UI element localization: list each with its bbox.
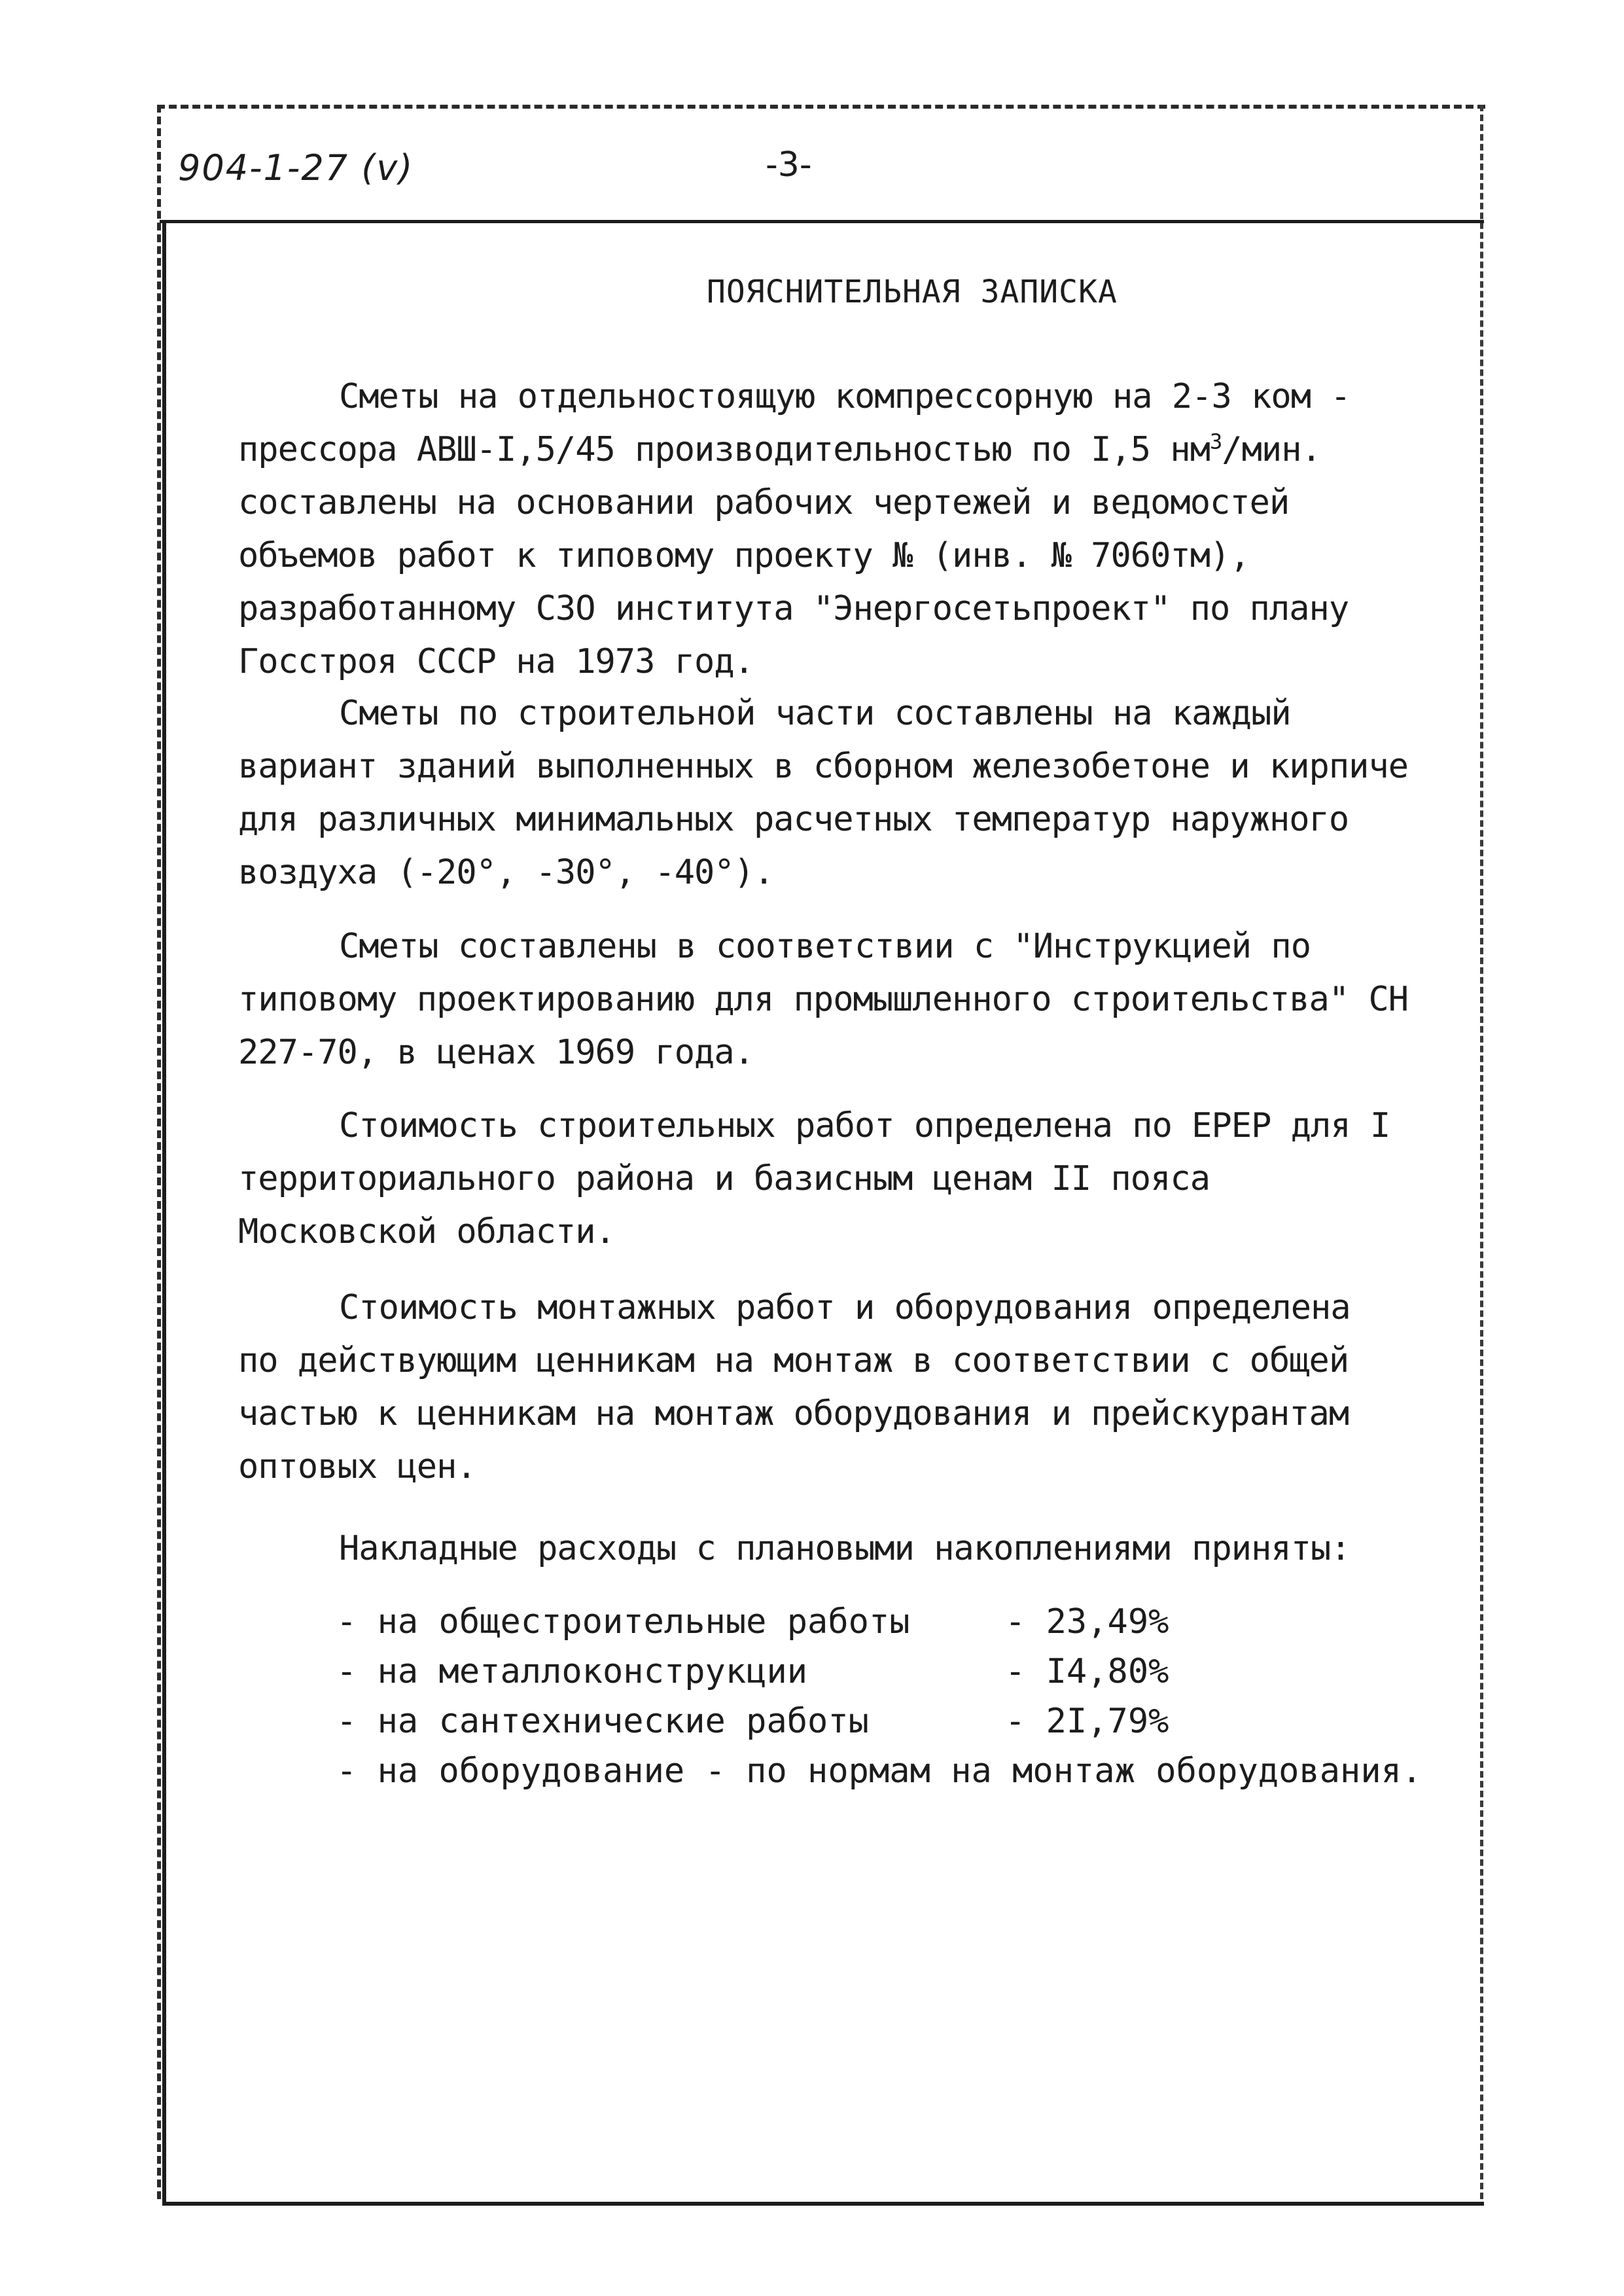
paragraph-text: Стоимость строительных работ определена по ЕРЕР для I территориального района и базисным ценам II пояса Московской области.: [238, 1106, 1390, 1251]
paragraph-text: /мин. составлены на основании рабочих чертежей и ведомостей объемов работ к типовому проекту № (инв. № 7060тм), разработанному СЗО института "Энергосетьпроект" по плану Госстроя СССР на 1973 год.: [238, 430, 1349, 681]
document-code: 904-1-27 (v): [178, 147, 414, 188]
frame-bottom-border: [162, 2202, 1484, 2206]
page-title: ПОЯСНИТЕЛЬНАЯ ЗАПИСКА: [707, 274, 1118, 310]
overhead-value: - 2I,79%: [1005, 1702, 1169, 1741]
frame-left-inner-border: [162, 223, 166, 2206]
paragraph-text: Стоимость монтажных работ и оборудования определена по действующим ценникам на монтаж в соответствии с общей частью к ценникам на монтаж оборудования и прейскурантам оптовых цен.: [238, 1288, 1350, 1486]
frame-top-border: [157, 105, 1485, 109]
overhead-label: - на сантехнические работы: [336, 1702, 869, 1741]
paragraph-construction-cost: [238, 1100, 1409, 1259]
paragraph-text: Сметы составлены в соответствии с "Инструкцией по типовому проектированию для промышленного строительства" СН 227-70, в ценах 1969 года.: [238, 927, 1409, 1072]
paragraph-text: Сметы по строительной части составлены на каждый вариант зданий выполненных в сборном железобетоне и кирпиче для различных минимальных расчетных температур наружного воздуха (-20°, -30°, -40°).: [238, 694, 1409, 892]
paragraph-overheads-intro: Накладные расходы с плановыми накоплениями приняты:: [339, 1529, 1350, 1568]
paragraph-instruction: [238, 920, 1409, 1079]
overhead-label: - на общестроительные работы: [336, 1602, 910, 1641]
paragraph-installation-cost: [238, 1282, 1409, 1494]
page-number: -3-: [766, 145, 812, 185]
header-rule: [160, 220, 1484, 223]
overhead-label: - на оборудование - по нормам на монтаж оборудования.: [336, 1751, 1422, 1791]
paragraph-estimates-basis: [238, 370, 1409, 689]
overhead-label: - на металлоконструкции: [336, 1652, 808, 1691]
superscript: 3: [1210, 429, 1222, 454]
paragraph-text: Сметы на отдельностоящую компрессорную на 2-3 ком - прессора АВШ-I,5/45 производительностью по I,5 нм: [238, 377, 1350, 469]
overhead-value: - I4,80%: [1005, 1652, 1169, 1691]
overhead-value: - 23,49%: [1005, 1602, 1169, 1641]
frame-left-border: [157, 105, 161, 2199]
frame-right-border: [1480, 105, 1483, 2199]
paragraph-building-variants: [238, 687, 1409, 899]
